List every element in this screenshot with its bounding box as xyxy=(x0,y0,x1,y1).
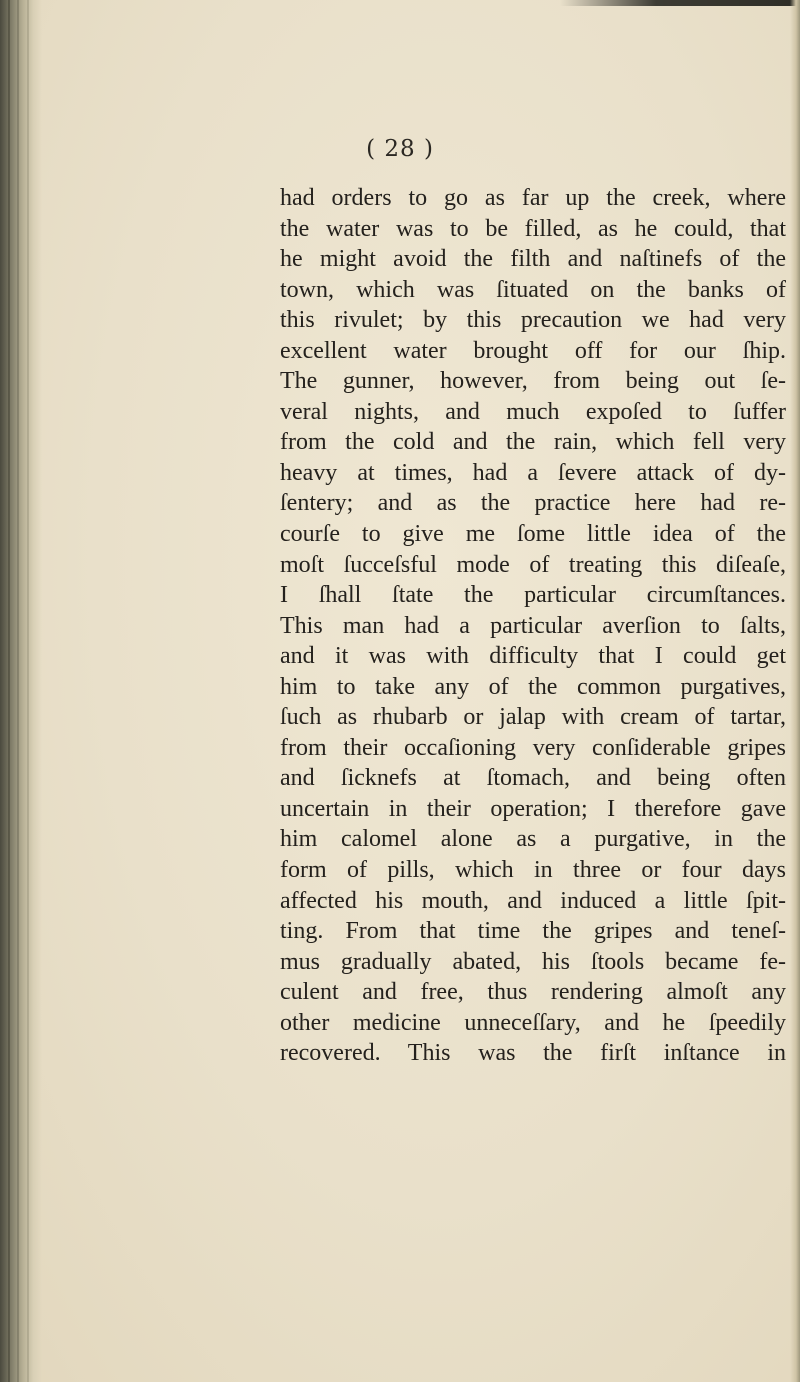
text-line: town, which was ſituated on the banks of xyxy=(280,276,786,303)
text-line: The gunner, however, from being out ſe- xyxy=(280,368,786,395)
binding-gutter xyxy=(0,0,42,1382)
gutter-crease xyxy=(27,0,29,1382)
text-line: this rivulet; by this precaution we had very xyxy=(280,307,786,334)
text-line: from the cold and the rain, which fell very xyxy=(280,429,786,456)
text-line: he might avoid the filth and naſtinefs of the xyxy=(280,246,786,273)
text-line: ſuch as rhubarb or jalap with cream of tartar, xyxy=(280,704,786,731)
text-line: other medicine unneceſſary, and he ſpeedily xyxy=(280,1009,786,1036)
text-line: ſentery; and as the practice here had re- xyxy=(280,490,786,517)
text-line: courſe to give me ſome little idea of the xyxy=(280,521,786,548)
text-line: form of pills, which in three or four days xyxy=(280,857,786,884)
gutter-crease xyxy=(8,0,10,1382)
body-text xyxy=(280,183,786,1069)
text-line: recovered. This was the firſt inſtance in xyxy=(280,1040,786,1067)
text-line: and ſicknefs at ſtomach, and being often xyxy=(280,765,786,792)
text-line: I ſhall ſtate the particular circumſtances. xyxy=(280,582,786,609)
top-shadow xyxy=(560,0,800,6)
text-line: ting. From that time the gripes and teneſ- xyxy=(280,918,786,945)
text-line: from their occaſioning very conſiderable gripes xyxy=(280,734,786,761)
text-line: him calomel alone as a purgative, in the xyxy=(280,826,786,853)
text-line: veral nights, and much expoſed to ſuffer xyxy=(280,398,786,425)
gutter-crease xyxy=(17,0,19,1382)
text-line: moſt ſucceſsful mode of treating this diſeaſe, xyxy=(280,551,786,578)
text-line: heavy at times, had a ſevere attack of dy- xyxy=(280,459,786,486)
text-line: This man had a particular averſion to ſalts, xyxy=(280,612,786,639)
text-line: culent and free, thus rendering almoſt any xyxy=(280,979,786,1006)
text-line: affected his mouth, and induced a little ſpit- xyxy=(280,887,786,914)
page-number: ( 28 ) xyxy=(366,136,434,162)
text-line: him to take any of the common purgatives, xyxy=(280,673,786,700)
text-line: had orders to go as far up the creek, where xyxy=(280,185,786,211)
text-line: excellent water brought off for our ſhip. xyxy=(280,337,786,364)
page-edge xyxy=(790,0,800,1382)
text-line: uncertain in their operation; I therefore gave xyxy=(280,795,786,822)
text-line: mus gradually abated, his ſtools became fe- xyxy=(280,948,786,975)
text-line: the water was to be filled, as he could, that xyxy=(280,215,786,242)
text-line: and it was with difficulty that I could get xyxy=(280,643,786,670)
